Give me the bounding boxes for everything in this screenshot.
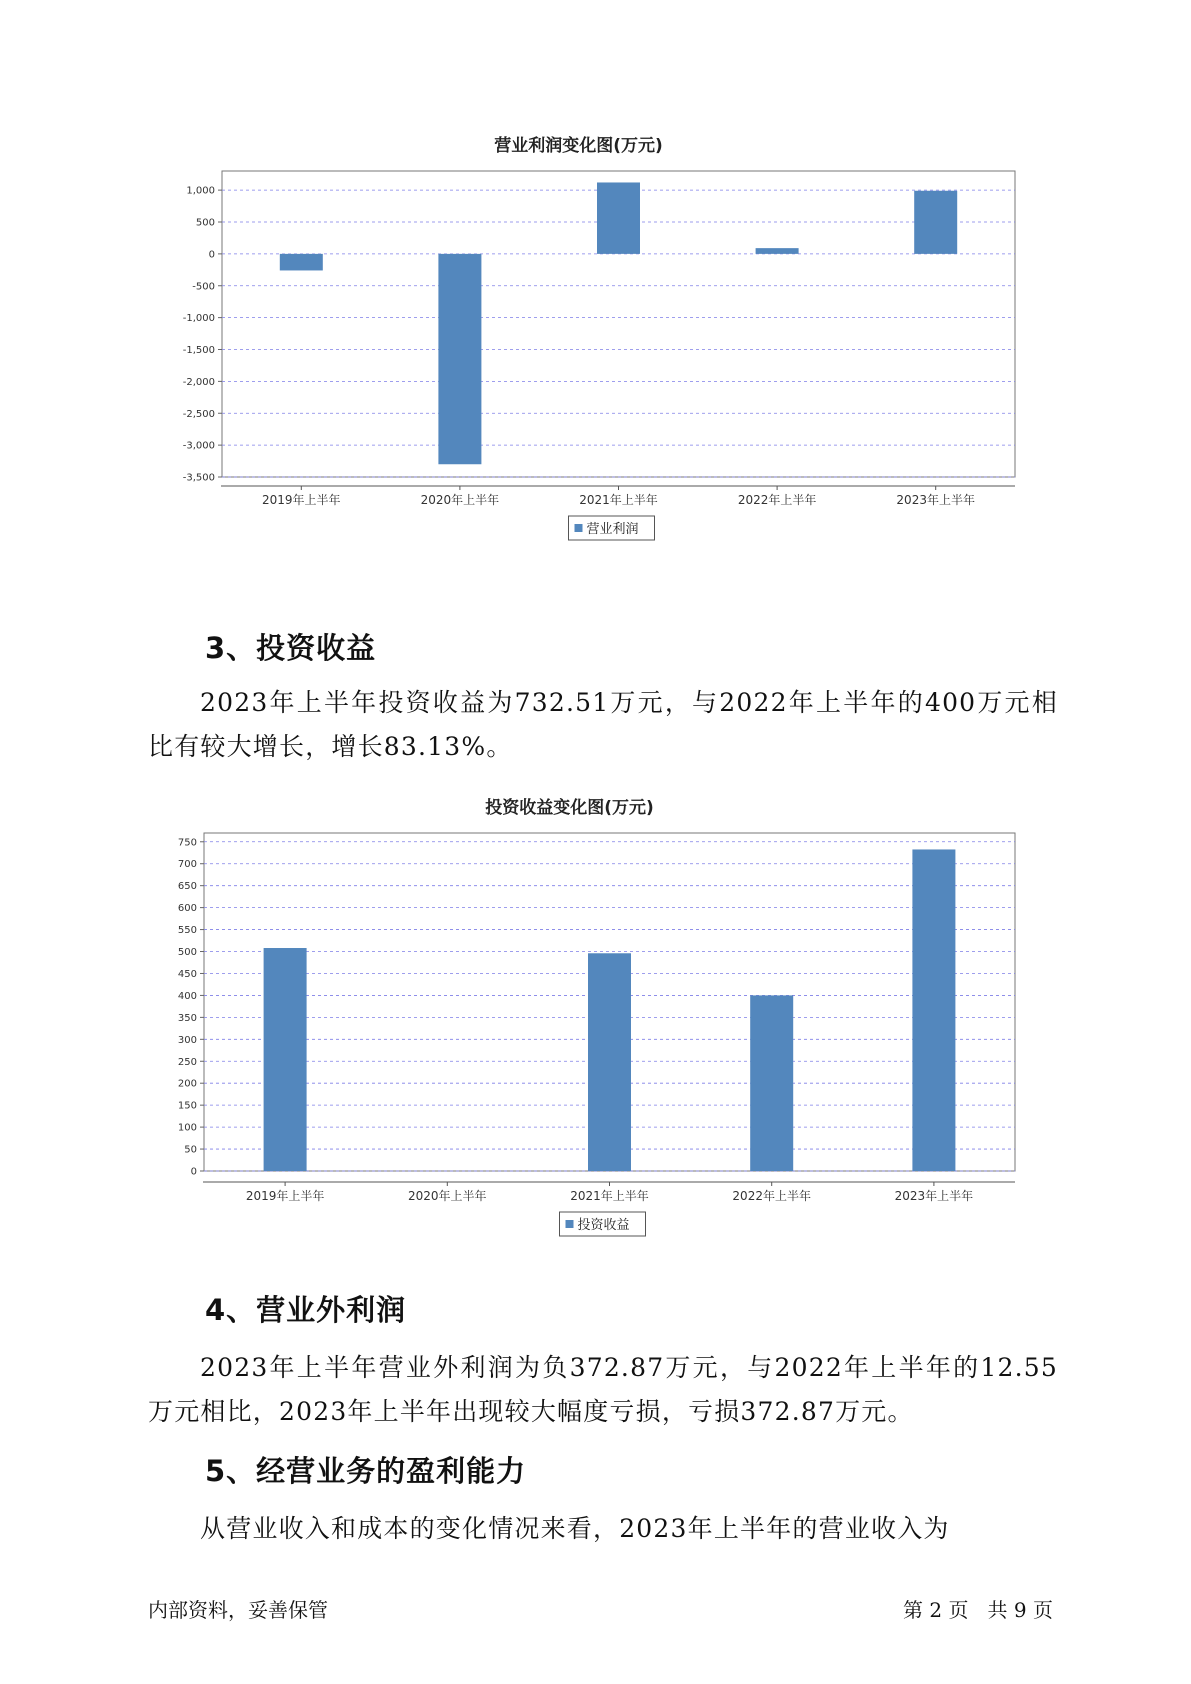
paragraph-non-operating-profit: 2023年上半年营业外利润为负372.87万元，与2022年上半年的12.55万元相比，2023年上半年出现较大幅度亏损，亏损372.87万元。 xyxy=(148,1353,1058,1426)
section-title-profitability: 5、经营业务的盈利能力 xyxy=(205,1454,527,1488)
legend-swatch xyxy=(566,1220,574,1228)
bar xyxy=(280,254,323,271)
bar xyxy=(914,191,957,254)
paragraph-profitability: 从营业收入和成本的变化情况来看，2023年上半年的营业收入为 xyxy=(200,1514,950,1543)
x-tick-label: 2019年上半年 xyxy=(262,493,341,507)
x-tick-label: 2021年上半年 xyxy=(579,493,658,507)
x-tick-label: 2022年上半年 xyxy=(737,493,817,507)
x-tick-label: 2020年上半年 xyxy=(420,493,500,507)
bar xyxy=(750,995,793,1171)
x-tick-label: 2022年上半年 xyxy=(732,1189,811,1203)
y-tick-label: -500 xyxy=(192,281,215,293)
y-tick-label: 100 xyxy=(177,1122,197,1134)
y-tick-label: 150 xyxy=(177,1100,197,1112)
chart-title: 营业利润变化图(万元) xyxy=(494,136,663,156)
chart-title: 投资收益变化图(万元) xyxy=(485,798,654,818)
y-tick-label: 550 xyxy=(177,925,197,937)
x-tick-label: 2023年上半年 xyxy=(896,493,975,507)
y-tick-label: -1,000 xyxy=(182,313,215,325)
y-tick-label: 750 xyxy=(177,837,197,849)
y-tick-label: 200 xyxy=(177,1078,197,1090)
bar xyxy=(438,254,481,464)
footer-left: 内部资料，妥善保管 xyxy=(148,1598,328,1622)
y-tick-label: 1,000 xyxy=(186,185,215,197)
section-title-non-operating-profit: 4、营业外利润 xyxy=(205,1293,407,1327)
investment-income-chart xyxy=(150,792,1040,1262)
legend-label: 投资收益 xyxy=(577,1218,630,1233)
y-tick-label: -3,000 xyxy=(182,440,215,452)
paragraph-investment-income: 2023年上半年投资收益为732.51万元，与2022年上半年的400万元相比有较大增长，增长83.13%。 xyxy=(148,688,1058,761)
x-tick-label: 2021年上半年 xyxy=(570,1189,649,1203)
y-tick-label: 400 xyxy=(177,990,197,1002)
y-tick-label: -2,000 xyxy=(182,376,215,388)
x-tick-label: 2023年上半年 xyxy=(894,1189,974,1203)
y-tick-label: -3,500 xyxy=(182,472,215,484)
x-tick-label: 2019年上半年 xyxy=(245,1189,325,1203)
bar xyxy=(756,248,799,254)
legend-swatch xyxy=(575,524,583,532)
bar xyxy=(597,182,640,253)
y-tick-label: 700 xyxy=(177,859,197,871)
y-tick-label: 600 xyxy=(177,903,197,915)
y-tick-label: 0 xyxy=(208,249,215,261)
bar xyxy=(588,953,631,1171)
page-number: 第 2 页 共 9 页 xyxy=(903,1598,1053,1622)
bar xyxy=(912,849,955,1171)
investment-income-chart-svg xyxy=(150,792,1040,1262)
y-tick-label: 650 xyxy=(177,881,197,893)
y-tick-label: 500 xyxy=(177,947,197,959)
legend-label: 营业利润 xyxy=(586,522,639,537)
y-tick-label: -1,500 xyxy=(182,345,215,356)
y-tick-label: 300 xyxy=(177,1034,197,1046)
y-tick-label: 450 xyxy=(177,968,197,980)
y-tick-label: 50 xyxy=(184,1144,197,1156)
y-tick-label: -2,500 xyxy=(182,408,215,420)
y-tick-label: 500 xyxy=(195,217,215,229)
y-tick-label: 350 xyxy=(177,1012,197,1024)
y-tick-label: 250 xyxy=(177,1056,197,1068)
bar xyxy=(264,948,307,1171)
operating-profit-chart-svg xyxy=(150,130,1040,600)
section-title-investment-income: 3、投资收益 xyxy=(205,631,377,665)
operating-profit-chart xyxy=(150,130,1040,600)
y-tick-label: 0 xyxy=(190,1166,197,1178)
x-tick-label: 2020年上半年 xyxy=(408,1189,487,1203)
